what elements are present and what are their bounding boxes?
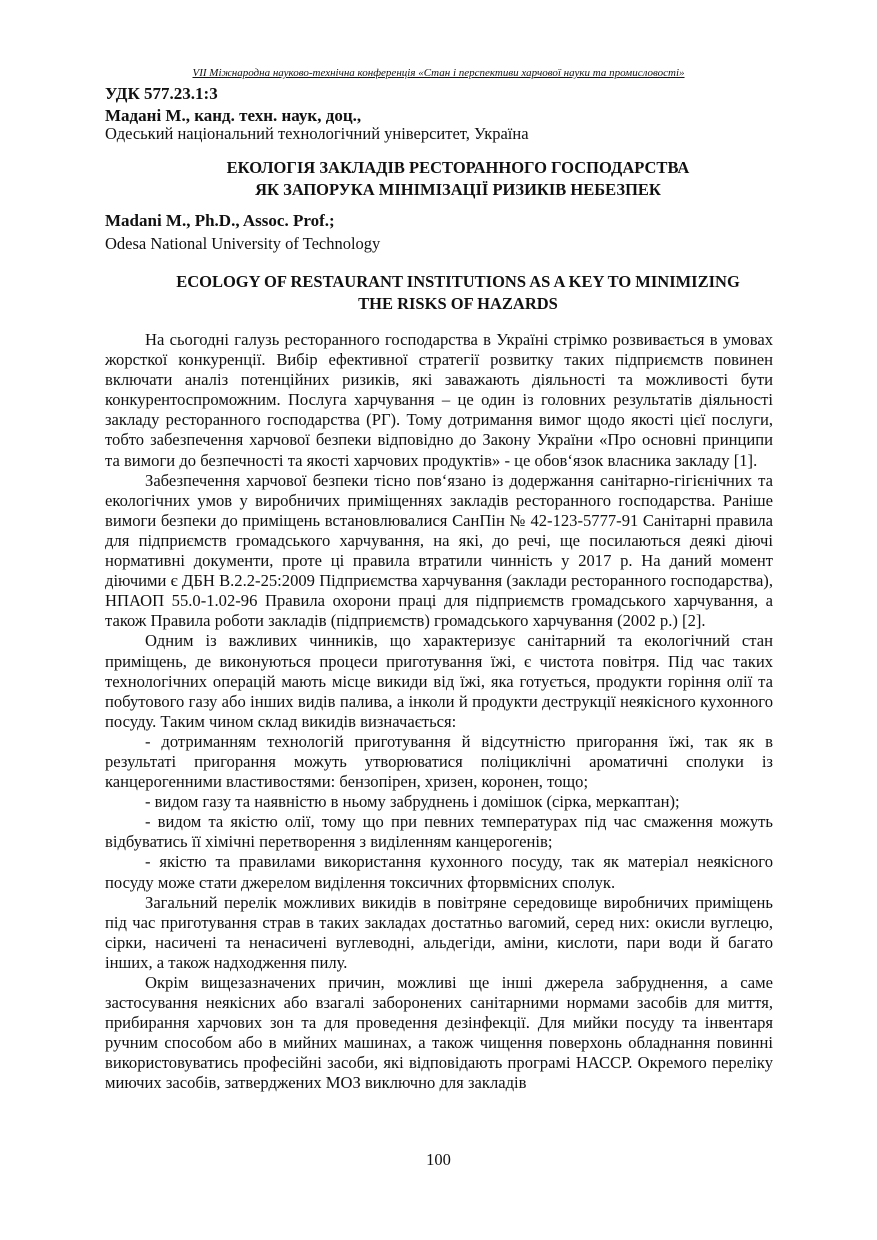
affiliation-english: Odesa National University of Technology bbox=[105, 234, 381, 253]
running-header bbox=[0, 67, 877, 79]
title-english-line-2: THE RISKS OF HAZARDS bbox=[358, 294, 558, 313]
paragraph: Забезпечення харчової безпеки тісно пов‘язано із додержання санітарно-гігієнічних та екологічних умов у виробничих приміщеннях закладів ресторанного господарства. Раніше вимоги безпеки до приміщень встановлювалися СанПін № 42-123-5777-91 Санітарні правила для підприємств громадського харчування, на які, до речі, ще посилаються деякі діючі нормативні документи, проте ці правила втратили чинність у 2017 р. На даний момент діючими є ДБН В.2.2-25:2009 Підприємства харчування (заклади ресторанного господарства), НПАОП 55.0-1.02-96 Правила охорони праці для підприємств громадського харчування, а також Правила роботи закладів (підприємств) громадського харчування (2002 р.) [2]. bbox=[105, 470, 773, 631]
running-header-text: VII Міжнародна науково-технічна конференція «Стан і перспективи харчової науки та промисловості» bbox=[192, 67, 685, 79]
paragraph: Загальний перелік можливих викидів в повітряне середовище виробничих приміщень під час приготування страв в таких закладах достатньо вагомий, серед них: окисли вуглецю, сірки, насичені та ненасичені вуглеводні, альдегіди, аміни, кислоти, пари води й багато інших, а також надходження пилу. bbox=[105, 892, 773, 972]
paragraph: Одним із важливих чинників, що характеризує санітарний та екологічний стан приміщень, де виконуються процеси приготування їжі, є чистота повітря. Під час таких технологічних операцій мають місце викиди від їжі, яка готується, продукти горіння олії та побутового газу або інших видів палива, а інколи й продукти деструкції неякісного кухонного посуду. Таким чином склад викидів визначається: bbox=[105, 631, 773, 731]
list-item: - видом газу та наявністю в ньому забруднень і домішок (сірка, меркаптан); bbox=[145, 792, 680, 812]
title-ukrainian bbox=[105, 157, 811, 201]
paragraph: На сьогодні галузь ресторанного господарства в Україні стрімко розвивається в умовах жорсткої конкуренції. Вибір ефективної стратегії розвитку таких підприємств повинен включати аналіз потенційних ризиків, які заважають діяльності та можливості бути конкурентоспроможним. Послуга харчування – це один із головних результатів діяльності закладу ресторанного господарства (РГ). Тому дотримання вимог щодо якості цієї послуги, тобто забезпечення харчової безпеки відповідно до Закону України «Про основні принципи та вимоги до безпечності та якості харчових продуктів» - це обов‘язок власника закладу [1]. bbox=[105, 330, 773, 470]
list-item: - якістю та правилами використання кухонного посуду, так як матеріал неякісного посуду може стати джерелом виділення токсичних фторвмісних сполук. bbox=[105, 852, 773, 892]
title-ukrainian-line-2: ЯК ЗАПОРУКА МІНІМІЗАЦІЇ РИЗИКІВ НЕБЕЗПЕК bbox=[255, 180, 661, 199]
affiliation-ukrainian: Одеський національний технологічний університет, Україна bbox=[105, 124, 529, 143]
page-number: 100 bbox=[426, 1150, 451, 1169]
title-english bbox=[105, 271, 811, 315]
title-english-line-1: ECOLOGY OF RESTAURANT INSTITUTIONS AS A KEY TO MINIMIZING bbox=[176, 272, 740, 291]
title-ukrainian-line-1: ЕКОЛОГІЯ ЗАКЛАДІВ РЕСТОРАННОГО ГОСПОДАРСТВА bbox=[226, 158, 690, 177]
author-ukrainian: Мадані М., канд. техн. наук, доц., bbox=[105, 106, 362, 125]
body-text bbox=[105, 330, 773, 1094]
list-item: - видом та якістю олії, тому що при певних температурах під час смаження можуть відбуватись її хімічні перетворення з виділенням канцерогенів; bbox=[105, 812, 773, 852]
udc-code: УДК 577.23.1:3 bbox=[105, 84, 218, 103]
paragraph: Окрім вищезазначених причин, можливі ще інші джерела забруднення, а саме застосування неякісних або взагалі заборонених санітарними нормами засобів для миття, прибирання харчових зон та для проведення дезінфекції. Для мийки посуду та інвентаря ручним способом або в мийних машинах, а також чищення поверхонь обладнання повинні використовуватись професійні засоби, які відповідають програмі НАССР. Окремого переліку миючих засобів, затверджених МОЗ виключно для закладів bbox=[105, 973, 773, 1093]
list-item: - дотриманням технологій приготування й відсутністю пригорання їжі, так як в результаті пригорання можуть утворюватися поліциклічні ароматичні сполуки із канцерогенними властивостями: бензопірен, хризен, коронен, тощо; bbox=[105, 731, 773, 792]
author-english: Madani M., Ph.D., Assoc. Prof.; bbox=[105, 211, 335, 230]
